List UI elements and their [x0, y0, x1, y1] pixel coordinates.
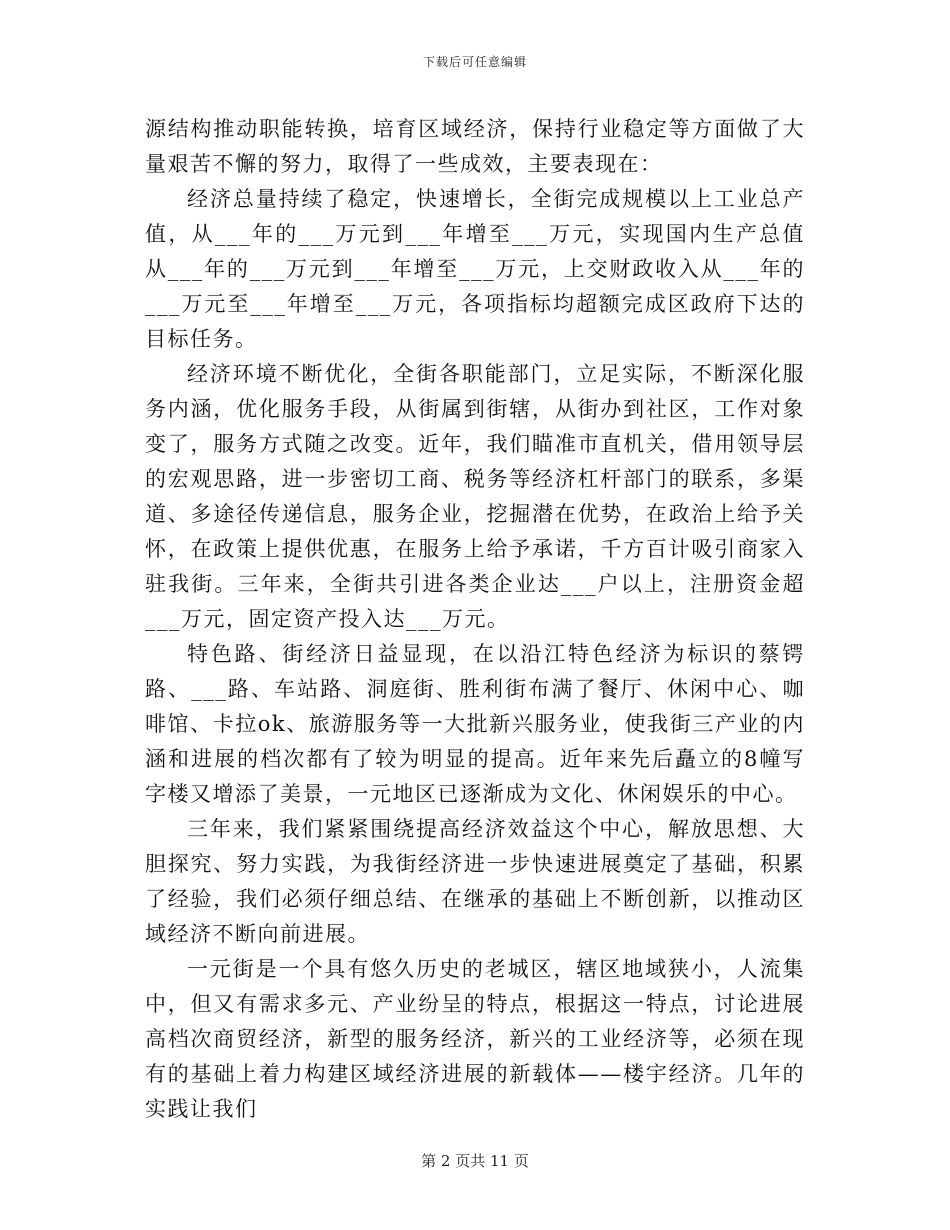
- paragraph-yiyuan-street: 一元街是一个具有悠久历史的老城区，辖区地域狭小，人流集中，但又有需求多元、产业纷呈的特点，根据这一特点，讨论进展高档次商贸经济，新型的服务经济，新兴的工业经济等，必须在现有的基础上着力构建区域经济进展的新载体——楼宇经济。几年的实践让我们: [145, 957, 805, 1121]
- paragraph-continuation: 源结构推动职能转换，培育区域经济，保持行业稳定等方面做了大量艰苦不懈的努力，取得了一些成效，主要表现在：: [145, 117, 805, 176]
- paragraph-economic-environment: 经济环境不断优化，全街各职能部门，立足实际，不断深化服务内涵，优化服务手段，从街属到街辖，从街办到社区，工作对象变了，服务方式随之改变。近年，我们瞄准市直机关，借用领导层的宏观思路，进一步密切工商、税务等经济杠杆部门的联系，多渠道、多途径传递信息，服务企业，挖掘潜在优势，在政治上给予关怀，在政策上提供优惠，在服务上给予承诺，千方百计吸引商家入驻我街。三年来，全街共引进各类企业达___户以上，注册资金超___万元，固定资产投入达___万元。: [145, 362, 805, 631]
- paragraph-three-years: 三年来，我们紧紧围绕提高经济效益这个中心，解放思想、大胆探究、努力实践，为我街经济进一步快速进展奠定了基础，积累了经验，我们必须仔细总结、在继承的基础上不断创新，以推动区域经济不断向前进展。: [145, 817, 805, 946]
- page-number: 第 2 页共 11 页: [421, 1152, 529, 1170]
- paragraph-economic-total: 经济总量持续了稳定，快速增长，全街完成规模以上工业总产值，从___年的___万元到___年增至___万元，实现国内生产总值从___年的___万元到___年增至___万元，上交财政收入从___年的___万元至___年增至___万元，各项指标均超额完成区政府下达的目标任务。: [145, 187, 805, 351]
- document-body: [145, 112, 805, 1127]
- page-header: 下载后可任意编辑: [422, 55, 527, 69]
- paragraph-featured-streets: 特色路、街经济日益显现，在以沿江特色经济为标识的蔡锷路、___路、车站路、洞庭街、胜利街布满了餐厅、休闲中心、咖啡馆、卡拉ok、旅游服务等一大批新兴服务业，使我街三产业的内涵和进展的档次都有了较为明显的提高。近年来先后矗立的8幢写字楼又增添了美景，一元地区已逐渐成为文化、休闲娱乐的中心。: [145, 642, 805, 806]
